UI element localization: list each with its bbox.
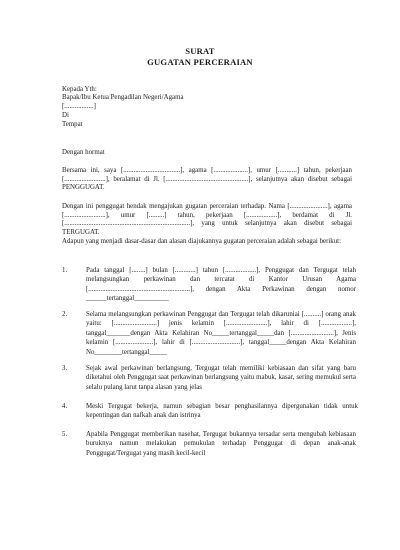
address-to: Kepada Yth: xyxy=(62,86,97,93)
reasons-intro: Adapun yang menjadi dasar-dasar dan alasan diajukannya gugatan perceraian adalah sebagai berikut: xyxy=(62,238,342,245)
list-number: 5. xyxy=(62,431,68,438)
list-number: 1. xyxy=(62,267,68,274)
list-text: Apabila Penggugat memberikan nasehat, Tergugat bukannya tersadar serta mengubah kebiasaan buruknya namun melakukan pemukulan terhadap Penggugat di depan anak-anak Penggugat/Tergugat yang masih kecil-kecil xyxy=(86,431,356,457)
document-subtitle: GUGATAN PERCERAIAN xyxy=(147,57,253,67)
defendant-paragraph: Dengan ini penggugat hendak mengajukan gugatan perceraian terhadap. Nama [......................], agama [........................], umur [.........] tahun, pekerjaan [..................], berdamat di Jl. [.........................................................................], yang untuk selanjutnya akan disebut sebagai TERGUGAT. xyxy=(62,203,352,236)
address-place: Tempat xyxy=(62,121,83,128)
list-number: 2. xyxy=(62,311,68,318)
intro-paragraph: Bersama ini, saya [.................................], agama [....................], umur [...........] tahun, pekerjaan [........................], beralamat di Jl. [................................................], selanjutnya akan disebut sebagai PENGGUGAT. xyxy=(62,167,352,192)
document-title: SURAT xyxy=(185,46,215,56)
address-blank: [.................] xyxy=(62,103,96,110)
greeting: Dengan hormat xyxy=(62,149,105,156)
list-text: Pada tanggal [........] bulan [............] tahun [..................], Penggugat dan Tergugat telah melangsungkan perkawinan dan tercatat di Kantor Urusan Agama [...........................................................], dengan Akta Perkawinan dengan nomor ______tertanggal__________ xyxy=(86,267,356,303)
list-number: 3. xyxy=(62,365,68,372)
list-text: Meski Tergugat bekerja, namun sebagian besar penghasilannya dipergunakan tidak untuk kepentingan dan nafkah anak dan istrinya xyxy=(86,403,358,420)
list-text: Selama melangsungkan perkawinan Penggugat dan Tergugat telah dikaruniai [..........] orang anak yaitu: [.........................] jenis kelamin [........................], lahir di [..................], tanggal_______dengan Akta Kelahiran No_____tertanggal_____dan [.........................], Jenis kelamin [......................], lahir di [............................], tanggal_____dengan Akta Kelahiran No________tertanggal_____ xyxy=(86,311,356,356)
address-di: Di xyxy=(62,112,69,119)
address-recipient: Bapak/Ibu Ketua Pengadilan Negeri/Agama xyxy=(62,94,184,101)
list-text: Sejak awal perkawinan berlangsung, Tergugat telah memiliki kebiasaan dan sifat yang baru diketahui oleh Penggugat saat perkawinan berlangsung yaitu mabuk, kasar, sering memukul serta selalu pulang larut tanpa alasan yang jelas xyxy=(86,365,356,391)
list-number: 4. xyxy=(62,403,68,410)
